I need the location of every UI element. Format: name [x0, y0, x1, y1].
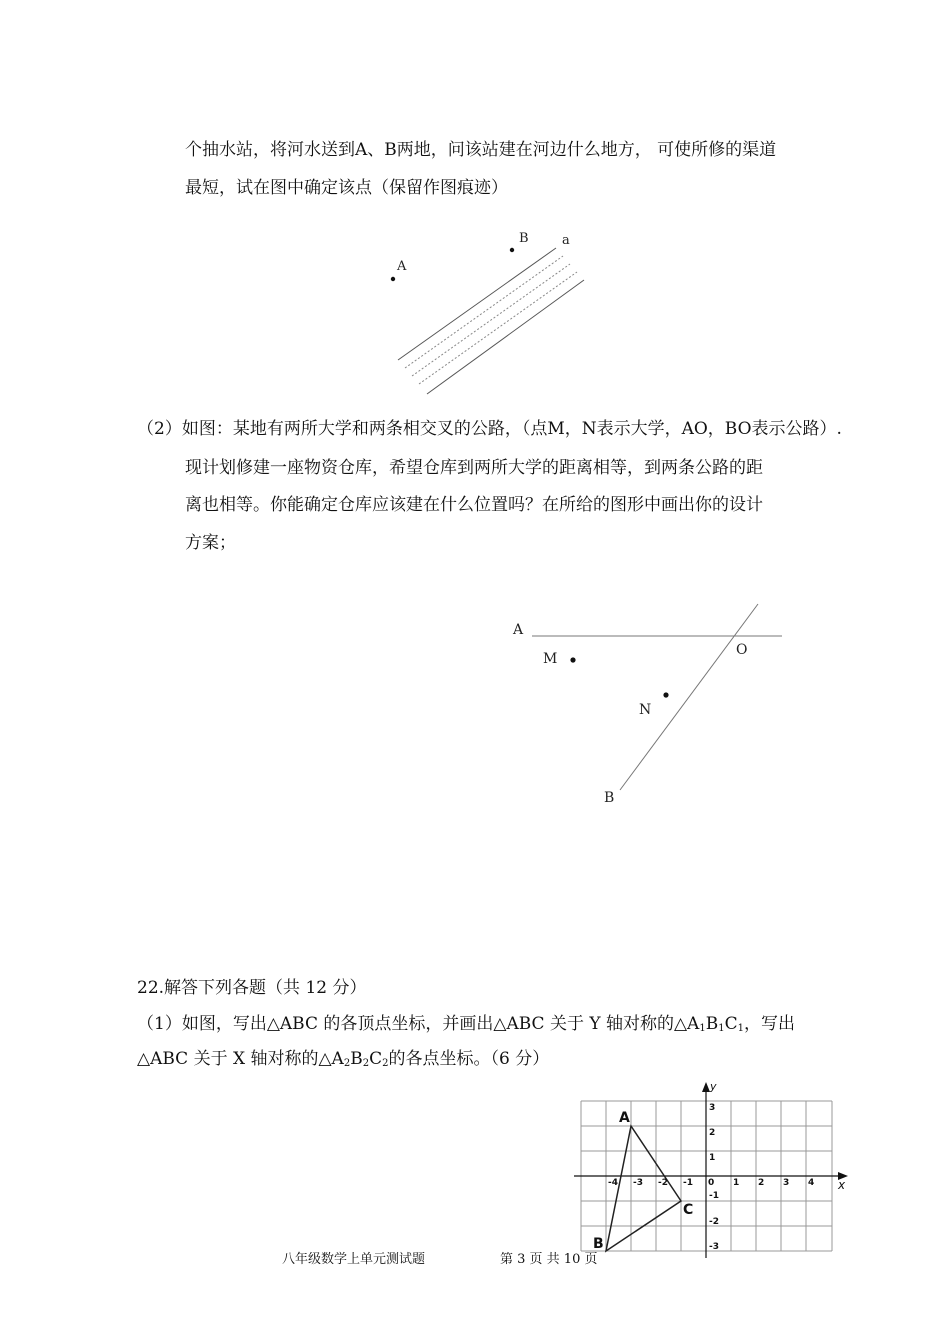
- river-bank-1: [398, 248, 556, 360]
- y-tick: -1: [709, 1191, 719, 1201]
- para1-line1: 个抽水站，将河水送到A、B两地，问该站建在河边什么地方， 可使所修的渠道: [185, 140, 777, 160]
- y-tick: -3: [709, 1242, 719, 1252]
- fig1-label-b: B: [519, 231, 529, 246]
- q2-line4: 方案；: [185, 533, 236, 553]
- vertex-c-label: C: [683, 1202, 694, 1218]
- q2-line1: （2）如图：某地有两所大学和两条相交叉的公路，（点M，N表示大学，AO，BO表示公路）.: [137, 419, 842, 439]
- x-axis-label: x: [838, 1178, 846, 1192]
- para1-line2: 最短，试在图中确定该点（保留作图痕迹）: [185, 178, 508, 198]
- x-tick: 3: [783, 1178, 790, 1188]
- y-tick: 1: [709, 1153, 716, 1163]
- x-tick: -1: [683, 1178, 693, 1188]
- river-dash-2: [412, 264, 570, 376]
- triangle-abc: [606, 1126, 681, 1251]
- fig2-label-n: N: [639, 702, 652, 718]
- footer-page-number: 第 3 页 共 10 页: [500, 1252, 598, 1267]
- y-axis-label: y: [710, 1080, 717, 1093]
- y-axis-arrow: [702, 1082, 710, 1092]
- q2-line3: 离也相等。你能确定仓库应该建在什么位置吗？在所给的图形中画出你的设计: [185, 495, 763, 515]
- point-n-dot: [663, 692, 668, 697]
- fig2-label-o: O: [736, 642, 748, 658]
- q22-part1-line1: （1）如图，写出△ABC 的各顶点坐标，并画出△ABC 关于 Y 轴对称的$\triangle A_1B_1C_1$，写出: [137, 1014, 795, 1034]
- q22-title: 22.解答下列各题（共 12 分）: [137, 978, 367, 998]
- road-bo: [620, 604, 758, 790]
- y-tick: -2: [709, 1217, 719, 1227]
- fig2-label-m: M: [543, 651, 558, 667]
- point-m-dot: [570, 657, 575, 662]
- river-bank-2: [427, 280, 584, 394]
- fig2-label-a: A: [513, 622, 524, 638]
- x-tick: -4: [608, 1178, 618, 1188]
- x-tick: 4: [808, 1178, 815, 1188]
- vertex-b-label: B: [593, 1236, 604, 1252]
- y-tick: 2: [709, 1128, 716, 1138]
- x-tick: 1: [733, 1178, 740, 1188]
- x-tick: 0: [708, 1178, 715, 1188]
- q2-line2: 现计划修建一座物资仓库，希望仓库到两所大学的距离相等，到两条公路的距: [185, 458, 763, 478]
- vertex-a-label: A: [619, 1110, 630, 1126]
- x-tick: 2: [758, 1178, 765, 1188]
- fig1-label-a: A: [397, 259, 407, 274]
- x-tick: -2: [658, 1178, 668, 1188]
- q22-part1-line2: △ABC 关于 X 轴对称的$\triangle A_2B_2C_2$的各点坐标。（6 分）: [137, 1049, 550, 1069]
- point-a-dot: [391, 277, 395, 281]
- point-b-dot: [510, 248, 514, 252]
- fig2-label-b: B: [604, 790, 615, 806]
- footer-title: 八年级数学上单元测试题: [282, 1252, 426, 1267]
- x-tick: -3: [633, 1178, 643, 1188]
- y-tick: 3: [709, 1103, 716, 1113]
- fig1-label-river: a: [562, 233, 570, 248]
